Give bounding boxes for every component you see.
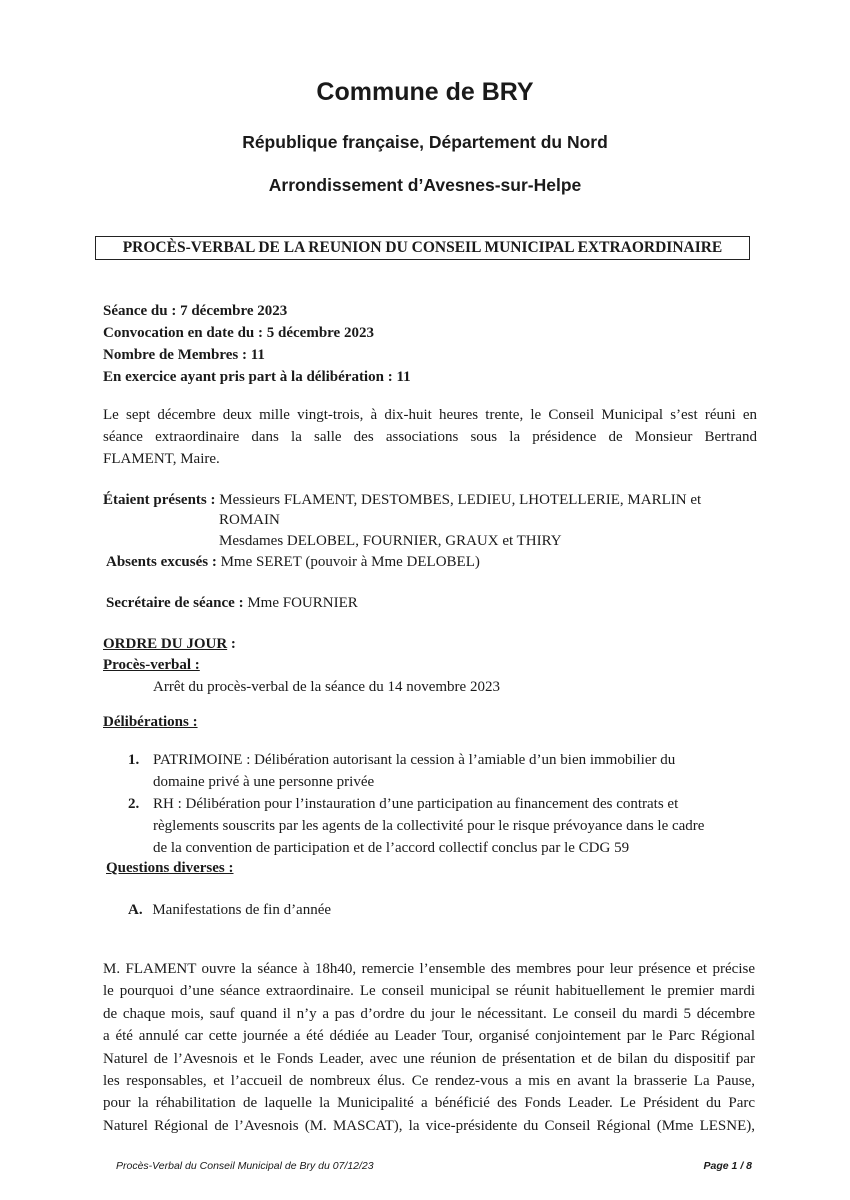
secretary-value: Mme FOURNIER	[247, 595, 358, 611]
present-men-continued: ROMAIN	[219, 512, 280, 528]
present-label: Étaient présents :	[103, 492, 216, 508]
pv-heading-text: Procès-verbal :	[103, 657, 200, 673]
intro-paragraph	[103, 404, 757, 470]
body-line: de chaque mois, sauf quand il n’y a pas d’ordre du jour le nécessitant. Le conseil du mardi 5 décembre	[103, 1005, 755, 1022]
deliberation-1-line: domaine privé à une personne privée	[153, 774, 375, 790]
deliberation-2-line: règlements souscrits par les agents de la collectivité pour le risque prévoyance dans le cadre	[153, 818, 705, 834]
questions-heading	[106, 857, 234, 879]
intro-line: séance extraordinaire dans la salle des associations sous la présidence de Monsieur Bertrand	[103, 429, 757, 445]
intro-line: FLAMENT, Maire.	[103, 451, 220, 467]
body-line: a été annulé car cette journée a été dédiée au Leader Tour, organisé conjointement par le Parc Régional	[103, 1028, 755, 1045]
convocation-date: Convocation en date du : 5 décembre 2023	[103, 325, 374, 341]
deliberation-2-line: RH : Délibération pour l’instauration d’une participation au financement des contrats et	[153, 796, 679, 812]
agenda-heading-suffix: :	[227, 636, 236, 652]
session-info	[103, 300, 411, 388]
pv-heading	[103, 654, 200, 676]
deliberations-heading	[103, 711, 198, 733]
questions-heading-text: Questions diverses :	[106, 860, 234, 876]
deliberation-2	[153, 793, 773, 859]
present-men: Messieurs FLAMENT, DESTOMBES, LEDIEU, LHOTELLERIE, MARLIN et	[219, 492, 702, 508]
absent-label: Absents excusés :	[106, 554, 217, 570]
member-count: Nombre de Membres : 11	[103, 347, 265, 363]
deliberation-2-number: 2.	[128, 796, 140, 812]
body-line: M. FLAMENT ouvre la séance à 18h40, remercie l’ensemble des membres pour leur présence et précise	[103, 961, 755, 977]
body-line: les responsables, et l’accueil de nombreux élus. Ce rendez-vous a mis en avant la brasserie La Pause,	[103, 1073, 755, 1090]
deliberation-1	[153, 749, 753, 793]
body-line: Naturel de l’Avesnois et le Fonds Leader, avec une réunion de présentation et de bilan du dispositif par	[103, 1050, 755, 1067]
pv-title-box	[95, 236, 750, 260]
question-a-number: A.	[128, 902, 143, 918]
document-title: Commune de BRY	[316, 78, 534, 106]
secretary-label: Secrétaire de séance :	[106, 595, 244, 611]
body-line: pour la réhabilitation de laquelle la Municipalité a bénéficié des Fonds Leader. Le Président du Parc	[103, 1095, 755, 1112]
agenda-heading-line	[103, 633, 236, 655]
pv-title: PROCÈS-VERBAL DE LA REUNION DU CONSEIL MUNICIPAL EXTRAORDINAIRE	[122, 239, 723, 256]
deliberation-1-line: PATRIMOINE : Délibération autorisant la cession à l’amiable d’un bien immobilier du	[153, 752, 676, 768]
pv-agenda-item: Arrêt du procès-verbal de la séance du 14 novembre 2023	[153, 679, 500, 695]
deliberation-1-number: 1.	[128, 752, 140, 768]
body-line: Naturel Régional de l’Avesnois (M. MASCAT), la vice-présidente du Conseil Régional (Mme LESNE),	[103, 1117, 755, 1134]
absent-line	[106, 551, 480, 573]
secretary-line	[106, 592, 358, 614]
document-subtitle-arrondissement: Arrondissement d’Avesnes-sur-Helpe	[268, 175, 582, 195]
intro-line: Le sept décembre deux mille vingt-trois, à dix-huit heures trente, le Conseil Municipal s’est réuni en	[103, 407, 757, 423]
footer-page-number: Page 1 / 8	[703, 1160, 752, 1172]
present-men-line	[103, 489, 701, 511]
session-date: Séance du : 7 décembre 2023	[103, 303, 288, 319]
body-line: le pourquoi d’une séance extraordinaire. Le conseil municipal se réunit habituellement le premier mardi	[103, 983, 755, 1000]
footer-document-ref: Procès-Verbal du Conseil Municipal de Bry du 07/12/23	[116, 1160, 374, 1172]
question-a	[128, 899, 331, 921]
deliberation-number	[128, 749, 139, 771]
present-women: Mesdames DELOBEL, FOURNIER, GRAUX et THIRY	[219, 533, 562, 549]
deliberations-heading-text: Délibérations :	[103, 714, 198, 730]
agenda-heading: ORDRE DU JOUR	[103, 636, 228, 652]
question-a-text: Manifestations de fin d’année	[152, 902, 332, 918]
deliberation-2-line: de la convention de participation et de l’accord collectif conclus par le CDG 59	[153, 840, 630, 856]
absent-value: Mme SERET (pouvoir à Mme DELOBEL)	[220, 554, 480, 570]
document-subtitle-republic: République française, Département du Nord	[242, 132, 608, 152]
body-paragraph	[103, 958, 755, 1137]
participating-count: En exercice ayant pris part à la délibération : 11	[103, 369, 411, 385]
deliberation-number	[128, 793, 139, 815]
